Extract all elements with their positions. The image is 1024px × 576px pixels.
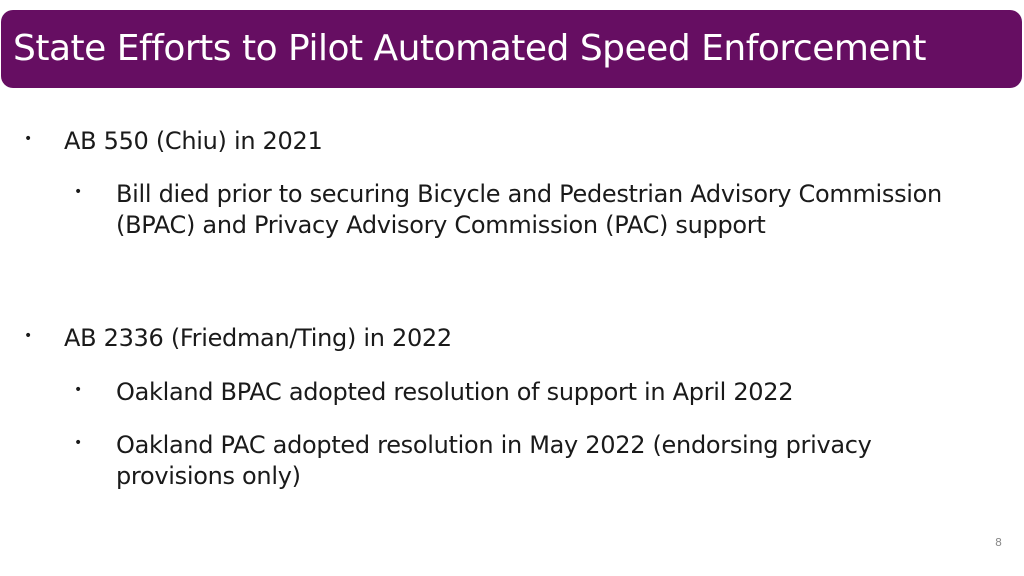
bullet-text: AB 2336 (Friedman/Ting) in 2022 (64, 324, 452, 352)
bullet-icon: • (24, 131, 33, 147)
bullet-text: AB 550 (Chiu) in 2021 (64, 127, 323, 155)
title-bar (1, 10, 1022, 88)
sub-bullet-item-ab550-status (74, 179, 956, 241)
bullet-icon: • (74, 184, 83, 200)
bullet-icon: • (74, 382, 83, 398)
sub-bullet-item-pac (74, 430, 956, 492)
sub-bullet-item-bpac (74, 377, 956, 408)
bullet-item-ab550 (24, 126, 322, 157)
bullet-icon: • (24, 328, 33, 344)
sub-bullet-text: Oakland BPAC adopted resolution of support in April 2022 (116, 378, 794, 406)
bullet-icon: • (74, 435, 83, 451)
page-number: 8 (995, 536, 1002, 549)
bullet-item-ab2336 (24, 323, 452, 354)
sub-bullet-text: Oakland PAC adopted resolution in May 2022 (endorsing privacy provisions only) (116, 431, 872, 490)
sub-bullet-text: Bill died prior to securing Bicycle and Pedestrian Advisory Commission (BPAC) and Privacy Advisory Commission (PAC) support (116, 180, 942, 239)
slide-title: State Efforts to Pilot Automated Speed Enforcement (13, 27, 926, 69)
